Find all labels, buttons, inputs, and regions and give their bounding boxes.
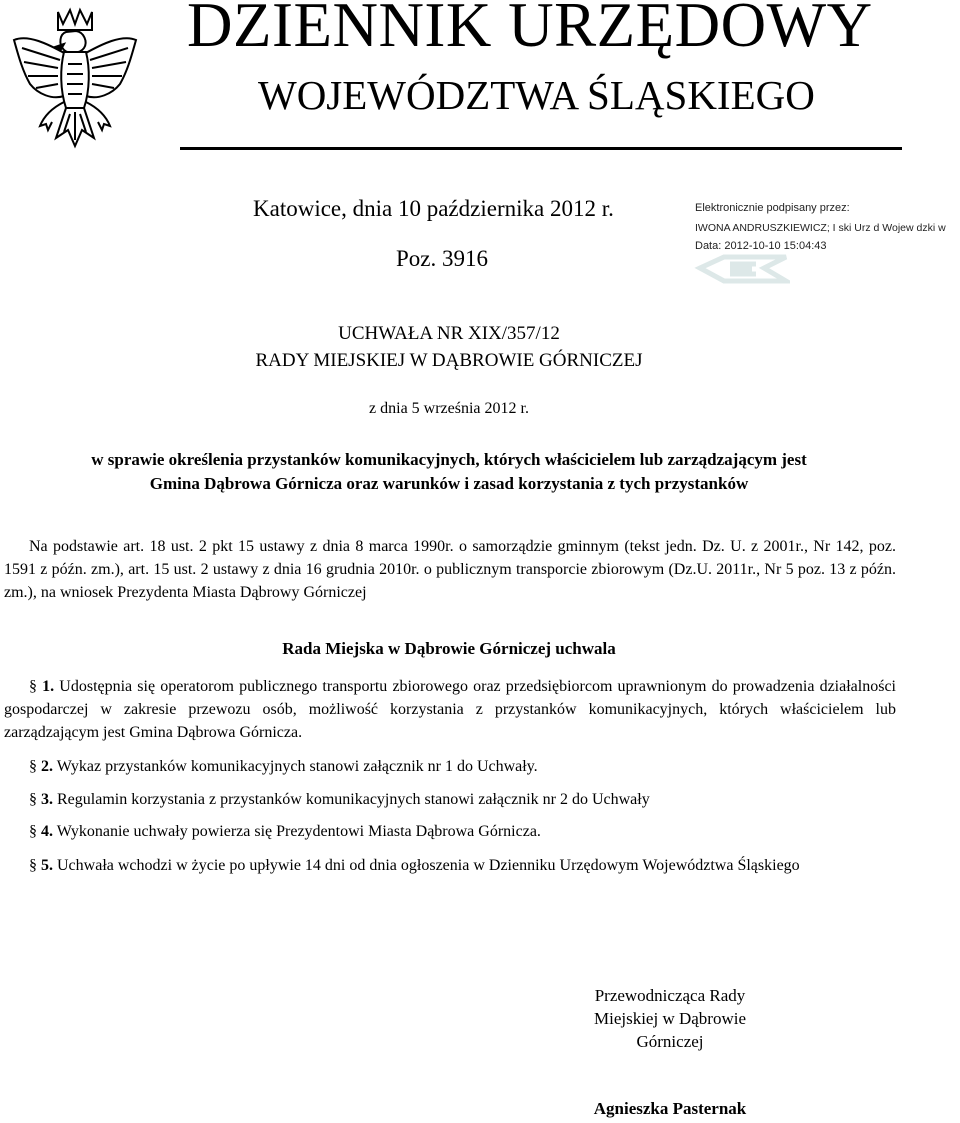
paragraph-5: § 5. Uchwała wchodzi w życie po upływie 14 dni od dnia ogłoszenia w Dzienniku Urzędowym Województwa Śląskiego [29,857,800,874]
signatory-role-line2: Miejskiej w Dąbrowie [593,1009,747,1028]
paragraph-3: § 3. Regulamin korzystania z przystanków komunikacyjnych stanowi załącznik nr 2 do Uchwały [29,791,650,808]
paragraph-text: Udostępnia się operatorom publicznego transportu zbiorowego oraz przedsiębiorcom uprawnionym do prowadzenia działalności gospodarczej w zakresie przewozu osób, możliwość korzystania z przystanków komunikacyjnych, których właścicielem lub zarządzającym jest Gmina Dąbrowa Górnicza. [4,678,896,741]
place-date: Katowice, dnia 10 października 2012 r. [253,196,614,221]
paragraph-number: 4. [41,823,53,840]
polish-eagle-emblem-icon [8,4,142,154]
electronic-signature-box [690,202,958,282]
resolution-date: z dnia 5 września 2012 r. [369,400,529,417]
signature-mark-icon [694,254,790,284]
signatory-name: Agnieszka Pasternak [593,1099,747,1118]
masthead-divider [180,147,902,150]
signature-heading: Elektronicznie podpisany przez: [695,202,850,214]
signature-date: Data: 2012-10-10 15:04:43 [695,240,827,252]
signature-signer: IWONA ANDRUSZKIEWICZ; I ski Urz d Wojew dzki w [695,222,946,234]
legal-basis-preamble: Na podstawie art. 18 ust. 2 pkt 15 ustawy z dnia 8 marca 1990r. o samorządzie gminnym (tekst jedn. Dz. U. z 2001r., Nr 142, poz. 1591 z późn. zm.), art. 15 ust. 2 ustawy z dnia 16 grudnia 2010r. o publicznym transporcie zbiorowym (Dz.U. 2011r., Nr 5 poz. 13 z późn. zm.), na wniosek Prezydenta Miasta Dąbrowy Górniczej [4,538,896,601]
resolution-title-line1: UCHWAŁA NR XIX/357/12 [338,323,560,344]
position-number: Poz. 3916 [396,246,488,271]
paragraph-2: § 2. Wykaz przystanków komunikacyjnych stanowi załącznik nr 1 do Uchwały. [29,758,538,775]
paragraph-4: § 4. Wykonanie uchwały powierza się Prezydentowi Miasta Dąbrowa Górnicza. [29,823,541,840]
paragraph-text: Regulamin korzystania z przystanków komunikacyjnych stanowi załącznik nr 2 do Uchwały [57,791,650,808]
masthead-subtitle: WOJEWÓDZTWA ŚLĄSKIEGO [258,72,815,118]
signatory-role-line1: Przewodnicząca Rady [594,986,746,1005]
resolution-subject-line1: w sprawie określenia przystanków komunikacyjnych, których właścicielem lub zarządzającym jest [91,450,807,469]
paragraph-text: Uchwała wchodzi w życie po upływie 14 dni od dnia ogłoszenia w Dzienniku Urzędowym Województwa Śląskiego [57,857,800,874]
signatory-role-line3: Górniczej [636,1032,704,1051]
paragraph-number: 5. [41,857,53,874]
paragraph-number: 2. [41,758,53,775]
council-resolves-heading: Rada Miejska w Dąbrowie Górniczej uchwala [282,639,616,658]
paragraph-text: Wykonanie uchwały powierza się Prezydentowi Miasta Dąbrowa Górnicza. [56,823,541,840]
masthead-title: DZIENNIK URZĘDOWY [187,0,873,60]
paragraph-1: § 1. Udostępnia się operatorom publicznego transportu zbiorowego oraz przedsiębiorcom uprawnionym do prowadzenia działalności gospodarczej w zakresie przewozu osób, możliwość korzystania z przystanków komunikacyjnych, których właścicielem lub zarządzającym jest Gmina Dąbrowa Górnicza. [4,678,896,741]
paragraph-number: 3. [41,791,53,808]
paragraph-text: Wykaz przystanków komunikacyjnych stanowi załącznik nr 1 do Uchwały. [56,758,538,775]
resolution-title-line2: RADY MIEJSKIEJ W DĄBROWIE GÓRNICZEJ [255,350,643,371]
resolution-subject-line2: Gmina Dąbrowa Górnicza oraz warunków i zasad korzystania z tych przystanków [149,474,749,493]
paragraph-number: 1. [42,678,55,695]
